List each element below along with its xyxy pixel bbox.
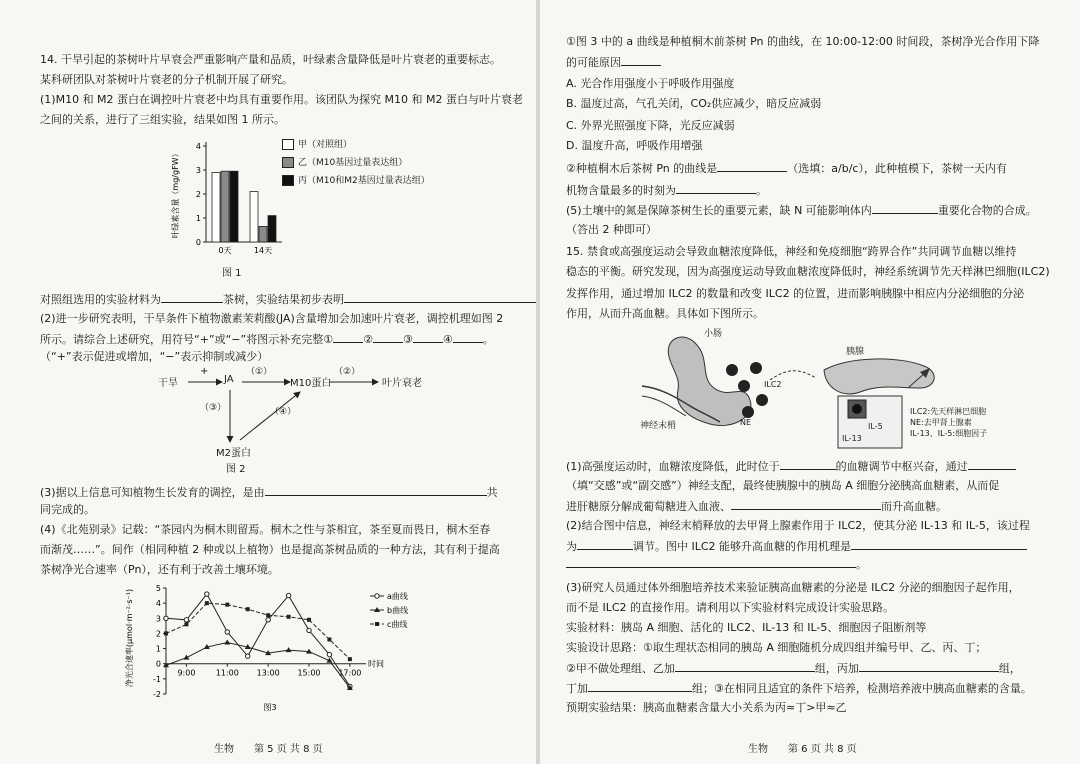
ilc2-cell-2 <box>738 380 750 392</box>
y-tick-label: 3 <box>155 614 161 624</box>
label-ne: NE <box>740 418 752 427</box>
legend-swatch-jia <box>282 139 294 150</box>
q14-part4-line2: 而渐茂……”。间作（相同种植 2 种或以上植物）也是提高茶树品质的一种方法，其有利于提高 <box>40 543 500 556</box>
q14-part3-line2: 同完成的。 <box>40 503 95 516</box>
q14-part1-line2: 之间的关系，进行了三组实验，结果如图 1 所示。 <box>40 113 285 126</box>
q14-part1-line1: (1)M10 和 M2 蛋白在调控叶片衰老中均具有重要作用。该团队为探究 M10 和 M2 蛋白与叶片衰老 <box>40 93 524 106</box>
bar-1-2 <box>268 216 276 242</box>
node-leaf-senescence: 叶片衰老 <box>382 378 422 389</box>
label-blank-2: （②） <box>334 367 361 377</box>
x-tick-label: 9:00 <box>177 668 196 678</box>
ilc2-cell-5 <box>756 394 768 406</box>
q15-intro-line4: 作用，从而升高血糖。具体如下图所示。 <box>566 307 764 320</box>
figure-2-caption: 图 2 <box>226 464 246 475</box>
blank-group-ding[interactable] <box>588 680 692 692</box>
blank-mechanism-2[interactable] <box>566 556 856 568</box>
q14-part3-line1: (3)据以上信息可知植物生长发育的调控，是由 共 <box>40 486 498 499</box>
legend-swatch-yi <box>282 157 294 168</box>
q15-intro-line1: 15. 禁食或高强度运动会导致血糖浓度降低，神经和免疫细胞“跨界合作”共同调节血糖以维持 <box>566 245 1017 258</box>
q15-part3-line2: 而不是 ILC2 的直接作用。请利用以下实验材料完成设计实验思路。 <box>566 601 895 614</box>
option-a: A. 光合作用强度小于呼吸作用强度 <box>566 77 735 90</box>
label-plus: + <box>200 366 209 377</box>
blank-group-bing[interactable] <box>859 660 999 672</box>
blank-sign-2[interactable] <box>373 331 403 343</box>
point-a-5 <box>266 618 270 622</box>
label-blank-4: （④） <box>270 407 297 417</box>
point-c-5 <box>266 613 270 617</box>
q15-part3-line5: ②甲不做处理组、乙加 组，丙加 组， <box>566 662 1021 675</box>
x-tick-label: 14天 <box>253 246 273 255</box>
ilc2-cell-1 <box>726 364 738 376</box>
legend-item-jia: 甲（对照组） <box>282 136 430 154</box>
y-tick-label: 1 <box>155 644 161 654</box>
label-nerve-ending: 神经末梢 <box>640 421 677 431</box>
option-d: D. 温度升高，呼吸作用增强 <box>566 139 703 152</box>
q14-intro-line1: 14. 干旱引起的茶树叶片早衰会严重影响产量和品质，叶绿素含量降低是叶片衰老的重要标志。 <box>40 53 501 66</box>
bar-0-1 <box>221 171 229 242</box>
blank-initial-conclusion[interactable] <box>344 291 536 303</box>
migration-arrow <box>770 371 816 380</box>
option-b: B. 温度过高，气孔关闭，CO₂供应减少，暗反应减弱 <box>566 97 822 110</box>
point-a-3 <box>225 630 229 634</box>
node-drought: 干旱 <box>158 378 178 389</box>
bar-1-1 <box>259 226 267 242</box>
label-il5: IL-5 <box>868 422 883 431</box>
blank-regulation-type[interactable] <box>577 538 633 550</box>
figure-1-legend <box>282 136 430 190</box>
y-axis-label: 叶绿素含量（mg/gFW） <box>171 149 180 239</box>
node-ja: JA <box>224 374 234 385</box>
point-a-6 <box>286 593 290 597</box>
y-tick-label: -1 <box>153 674 161 684</box>
bar-1-0 <box>250 192 258 242</box>
point-c-8 <box>327 637 331 641</box>
y-tick-label: 2 <box>155 629 161 639</box>
page-5 <box>0 0 536 764</box>
y-tick-label: 4 <box>155 599 161 609</box>
x-tick-label: 13:00 <box>256 668 280 678</box>
node-m10: M10蛋白 <box>290 378 332 389</box>
x-tick-label: 17:00 <box>338 668 362 678</box>
blank-control-material[interactable] <box>161 291 223 303</box>
x-tick-label: 11:00 <box>215 668 239 678</box>
blank-mechanism-1[interactable] <box>851 538 1027 550</box>
series-line-1 <box>166 643 350 688</box>
q14-intro-line2: 某科研团队对茶树叶片衰老的分子机制开展了研究。 <box>40 73 293 86</box>
q15-intro-line2: 稳态的平衡。研究发现，因为高强度运动导致血糖浓度降低时，神经系统调节先天样淋巴细胞(ILC2) <box>566 265 1050 278</box>
point-b-3 <box>224 640 230 645</box>
legend-swatch-bing <box>282 175 294 186</box>
q15-part1-line2: （填“交感”或“副交感”）神经支配，最终使胰腺中的胰岛 A 细胞分泌胰高血糖素，从而促 <box>566 479 1000 492</box>
point-a-0 <box>164 616 168 620</box>
blank-choice[interactable] <box>621 54 661 66</box>
point-a-2 <box>205 592 209 596</box>
legend-label-1: b曲线 <box>387 606 409 615</box>
point-c-1 <box>184 622 188 626</box>
q14-part2-line2: 所示。请综合上述研究，用符号“+”或“−”将图示补充完整① ② ③ ④ 。 <box>40 333 494 346</box>
q14-part4-sub2-line2: 机物含量最多的时刻为 。 <box>566 184 767 197</box>
blank-compounds[interactable] <box>872 202 938 214</box>
q14-part1-answer-line: 对照组选用的实验材料为 茶树，实验结果初步表明 <box>40 291 536 308</box>
legend-item-yi: 乙（M10基因过量表达组） <box>282 154 430 172</box>
q14-part5-line2: （答出 2 种即可） <box>566 223 657 236</box>
footer-page-5: 生物 第 5 页 共 8 页 <box>214 744 323 755</box>
q15-part1-line1: (1)高强度运动时，血糖浓度降低，此时位于 的血糖调节中枢兴奋，通过 <box>566 458 1016 475</box>
y-tick-label: 1 <box>195 214 201 223</box>
q14-part2-line1: (2)进一步研究表明，干旱条件下植物激素茉莉酸(JA)含量增加会加速叶片衰老，调控机理如图 2 <box>40 312 504 325</box>
q14-part4-sub1-line2: 的可能原因 <box>566 54 661 71</box>
q14-part4-sub2-line1: ②种植桐木后茶树 Pn 的曲线是 （选填：a/b/c），此种植模下，茶树一天内有 <box>566 162 1007 175</box>
blank-glucose-source[interactable] <box>731 498 881 510</box>
blank-group-yi[interactable] <box>675 660 815 672</box>
blank-regulation[interactable] <box>265 484 487 496</box>
y-tick-label: -2 <box>153 690 161 699</box>
legend-label-2: c曲线 <box>387 620 408 629</box>
legend-item-bing: 丙（M10和M2基因过量表达组） <box>282 172 430 190</box>
q14-part2-note: （“+”表示促进或增加，“−”表示抑制或减少） <box>40 350 269 363</box>
option-c: C. 外界光照强度下降，光反应减弱 <box>566 119 735 132</box>
figure-3-line-chart <box>120 582 420 714</box>
ilc2-zoom-cell <box>852 404 862 414</box>
page-6 <box>540 0 1080 764</box>
label-blank-1: （①） <box>246 367 273 377</box>
point-c-4 <box>246 607 250 611</box>
blank-sign-4[interactable] <box>453 331 483 343</box>
x-axis-label: 时间 <box>368 659 384 669</box>
y-tick-label: 5 <box>155 584 161 593</box>
pancreas-shape <box>824 359 934 394</box>
q14-part4-sub1-line1: ①图 3 中的 a 曲线是种植桐木前茶树 Pn 的曲线，在 10:00-12:00 时间段，茶树净光合作用下降 <box>566 35 1040 48</box>
y-tick-label: 0 <box>155 659 161 669</box>
figure-3 <box>120 582 420 714</box>
legend-marker-a <box>375 594 379 598</box>
q15-part3-line7: 预期实验结果：胰高血糖素含量大小关系为丙≈丁>甲≈乙 <box>566 701 847 714</box>
blank-center-location[interactable] <box>780 458 836 470</box>
bar-0-2 <box>230 171 238 242</box>
label-pancreas: 胰腺 <box>846 347 865 357</box>
q15-part2-line3: 。 <box>566 556 867 573</box>
y-tick-label: 0 <box>195 238 201 247</box>
point-c-9 <box>348 657 352 661</box>
point-b-1 <box>183 655 189 660</box>
point-b-6 <box>286 647 292 652</box>
legend-marker-c <box>375 622 379 626</box>
q15-part2-line2: 为 调节。图中 ILC2 能够升高血糖的作用机理是 <box>566 538 1027 555</box>
q15-part3-line3: 实验材料：胰岛 A 细胞、活化的 ILC2、IL-13 和 IL-5、细胞因子阻断剂等 <box>566 621 927 634</box>
point-a-7 <box>307 628 311 632</box>
figure-1-bar-chart <box>170 132 290 260</box>
q14-part4-line1: (4)《北苑别录》记载：“茶园内为桐木則留焉。桐木之性与茶相宜，茶至夏而畏日，桐木至春 <box>40 523 491 536</box>
label-ilc2: ILC2 <box>764 380 782 389</box>
bar-0-0 <box>212 172 220 242</box>
point-a-8 <box>327 652 331 656</box>
point-a-1 <box>184 618 188 622</box>
point-c-6 <box>287 615 291 619</box>
point-c-3 <box>225 603 229 607</box>
x-tick-label: 15:00 <box>297 668 321 678</box>
figure-3-caption: 图3 <box>263 703 277 712</box>
x-tick-label: 0天 <box>218 246 232 255</box>
blank-curve[interactable] <box>717 160 787 172</box>
figure-1-caption: 图 1 <box>222 268 242 279</box>
y-axis-label: 净光合速率(μmol·m⁻²·s⁻¹) <box>125 588 134 688</box>
q15-intro-line3: 发挥作用，通过增加 ILC2 的数量和改变 ILC2 的位置，进而影响胰腺中相应内分泌细胞的分泌 <box>566 287 1025 300</box>
legend-label-0: a曲线 <box>387 592 408 601</box>
label-intestine: 小肠 <box>704 329 723 339</box>
blank-sign-3[interactable] <box>413 331 443 343</box>
q15-part3-line4: 实验设计思路：①取生理状态相同的胰岛 A 细胞随机分成四组并编号甲、乙、丙、丁； <box>566 641 987 654</box>
q15-part2-line1: (2)结合图中信息，神经末梢释放的去甲肾上腺素作用于 ILC2，使其分泌 IL-13 和 IL-5，该过程 <box>566 519 1030 532</box>
label-il13: IL-13 <box>842 434 862 443</box>
ilc2-cell-3 <box>750 362 762 374</box>
point-c-0 <box>164 631 168 635</box>
y-tick-label: 3 <box>195 166 201 175</box>
figure-2 <box>130 362 430 474</box>
q15-part3-line1: (3)研究人员通过体外细胞培养技术来验证胰高血糖素的分泌是 ILC2 分泌的细胞因子起作用， <box>566 581 1020 594</box>
q14-part5-line1: (5)土壤中的氮是保障茶树生长的重要元素，缺 N 可能影响体内 重要化合物的合成。 <box>566 204 1037 217</box>
ilc2-cell-4 <box>742 406 754 418</box>
y-tick-label: 2 <box>195 190 201 199</box>
q15-part3-line6: 丁加 组；③在相同且适宜的条件下培养，检测培养液中胰高血糖素的含量。 <box>566 682 1032 695</box>
point-a-4 <box>246 654 250 658</box>
footer-page-6: 生物 第 6 页 共 8 页 <box>748 744 857 755</box>
label-blank-3: （③） <box>200 403 227 413</box>
blank-time[interactable] <box>676 182 756 194</box>
blank-sign-1[interactable] <box>333 331 363 343</box>
figure-4-note: ILC2:先天样淋巴细胞 NE:去甲肾上腺素 IL-13、IL-5:细胞因子 <box>910 407 988 438</box>
blank-nerve-type[interactable] <box>968 458 1016 470</box>
point-c-7 <box>307 618 311 622</box>
node-m2: M2蛋白 <box>216 448 251 459</box>
figure-4 <box>640 326 1020 450</box>
point-c-2 <box>205 601 209 605</box>
q14-part4-line3: 茶树净光合速率（Pn），还有利于改善土壤环境。 <box>40 563 279 576</box>
figure-1 <box>170 132 490 280</box>
y-tick-label: 4 <box>195 142 201 151</box>
q15-part1-line3: 进肝糖原分解成葡萄糖进入血液、 而升高血糖。 <box>566 500 947 513</box>
